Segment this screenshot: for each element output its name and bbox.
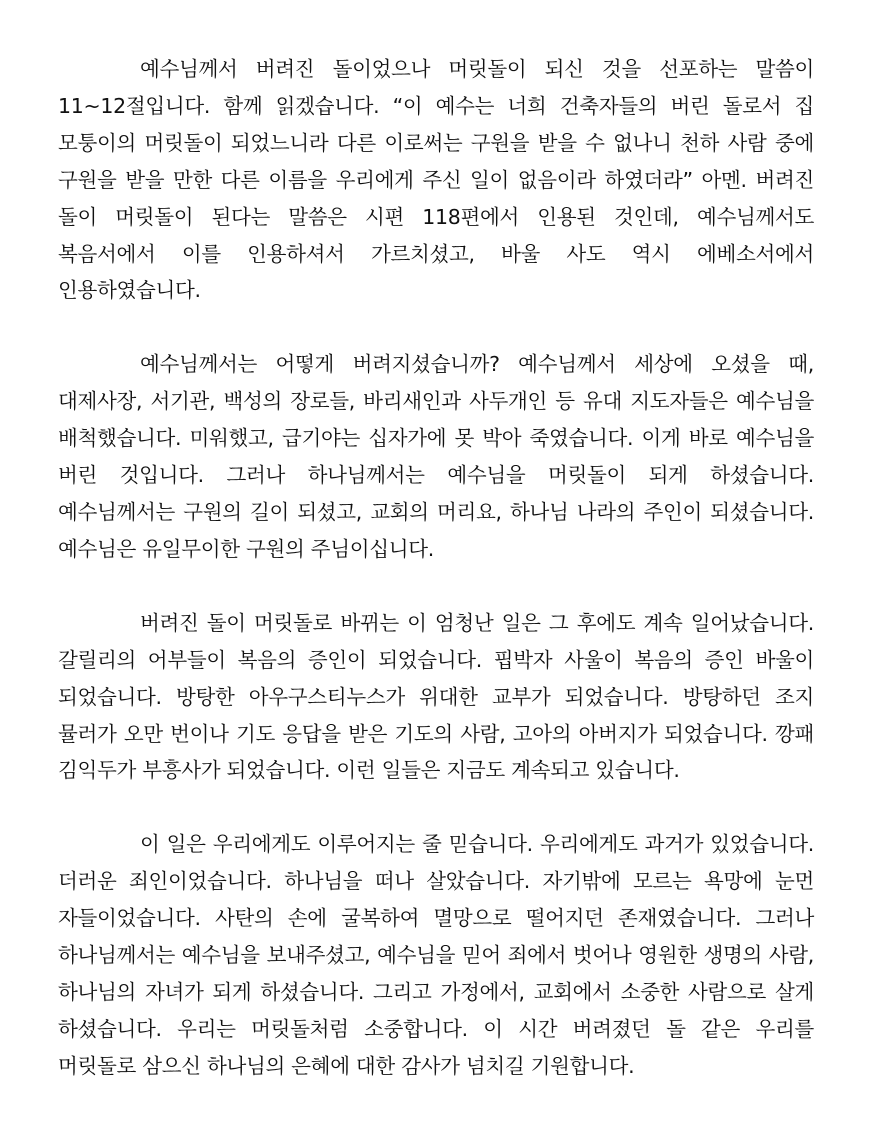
paragraph-1: 예수님께서 버려진 돌이었으나 머릿돌이 되신 것을 선포하는 말씀이 11~12절입니다. 함께 읽겠습니다. “이 예수는 너희 건축자들의 버린 돌로서 집 모퉁이의 머릿돌이 되었느니라 다른 이로써는 구원을 받을 수 없나니 천하 사람 중에 구원을 받을 만한 다른 이름을 우리에게 주신 일이 없음이라 하였더라” 아멘. 버려진 돌이 머릿돌이 된다는 말씀은 시편 118편에서 인용된 것인데, 예수님께서도 복음서에서 이를 인용하셔서 가르치셨고, 바울 사도 역시 에베소서에서 인용하였습니다. <box>58 57 814 303</box>
document-page <box>58 51 814 1085</box>
paragraph-3: 버려진 돌이 머릿돌로 바뀌는 이 엄청난 일은 그 후에도 계속 일어났습니다. 갈릴리의 어부들이 복음의 증인이 되었습니다. 핍박자 사울이 복음의 증인 바울이 되었습니다. 방탕한 아우구스티누스가 위대한 교부가 되었습니다. 방탕하던 조지 뮬러가 오만 번이나 기도 응답을 받은 기도의 사람, 고아의 아버지가 되었습니다. 깡패 김익두가 부흥사가 되었습니다. 이런 일들은 지금도 계속되고 있습니다. <box>58 610 814 783</box>
paragraph-2: 예수님께서는 어떻게 버려지셨습니까? 예수님께서 세상에 오셨을 때, 대제사장, 서기관, 백성의 장로들, 바리새인과 사두개인 등 유대 지도자들은 예수님을 배척했습니다. 미워했고, 급기야는 십자가에 못 박아 죽였습니다. 이게 바로 예수님을 버린 것입니다. 그러나 하나님께서는 예수님을 머릿돌이 되게 하셨습니다. 예수님께서는 구원의 길이 되셨고, 교회의 머리요, 하나님 나라의 주인이 되셨습니다. 예수님은 유일무이한 구원의 주님이십니다. <box>58 352 814 561</box>
paragraph-4: 이 일은 우리에게도 이루어지는 줄 믿습니다. 우리에게도 과거가 있었습니다. 더러운 죄인이었습니다. 하나님을 떠나 살았습니다. 자기밖에 모르는 욕망에 눈먼 자들이었습니다. 사탄의 손에 굴복하여 멸망으로 떨어지던 존재였습니다. 그러나 하나님께서는 예수님을 보내주셨고, 예수님을 믿어 죄에서 벗어나 영원한 생명의 사람, 하나님의 자녀가 되게 하셨습니다. 그리고 가정에서, 교회에서 소중한 사람으로 살게 하셨습니다. 우리는 머릿돌처럼 소중합니다. 이 시간 버려졌던 돌 같은 우리를 머릿돌로 삼으신 하나님의 은혜에 대한 감사가 넘치길 기원합니다. <box>58 832 814 1078</box>
